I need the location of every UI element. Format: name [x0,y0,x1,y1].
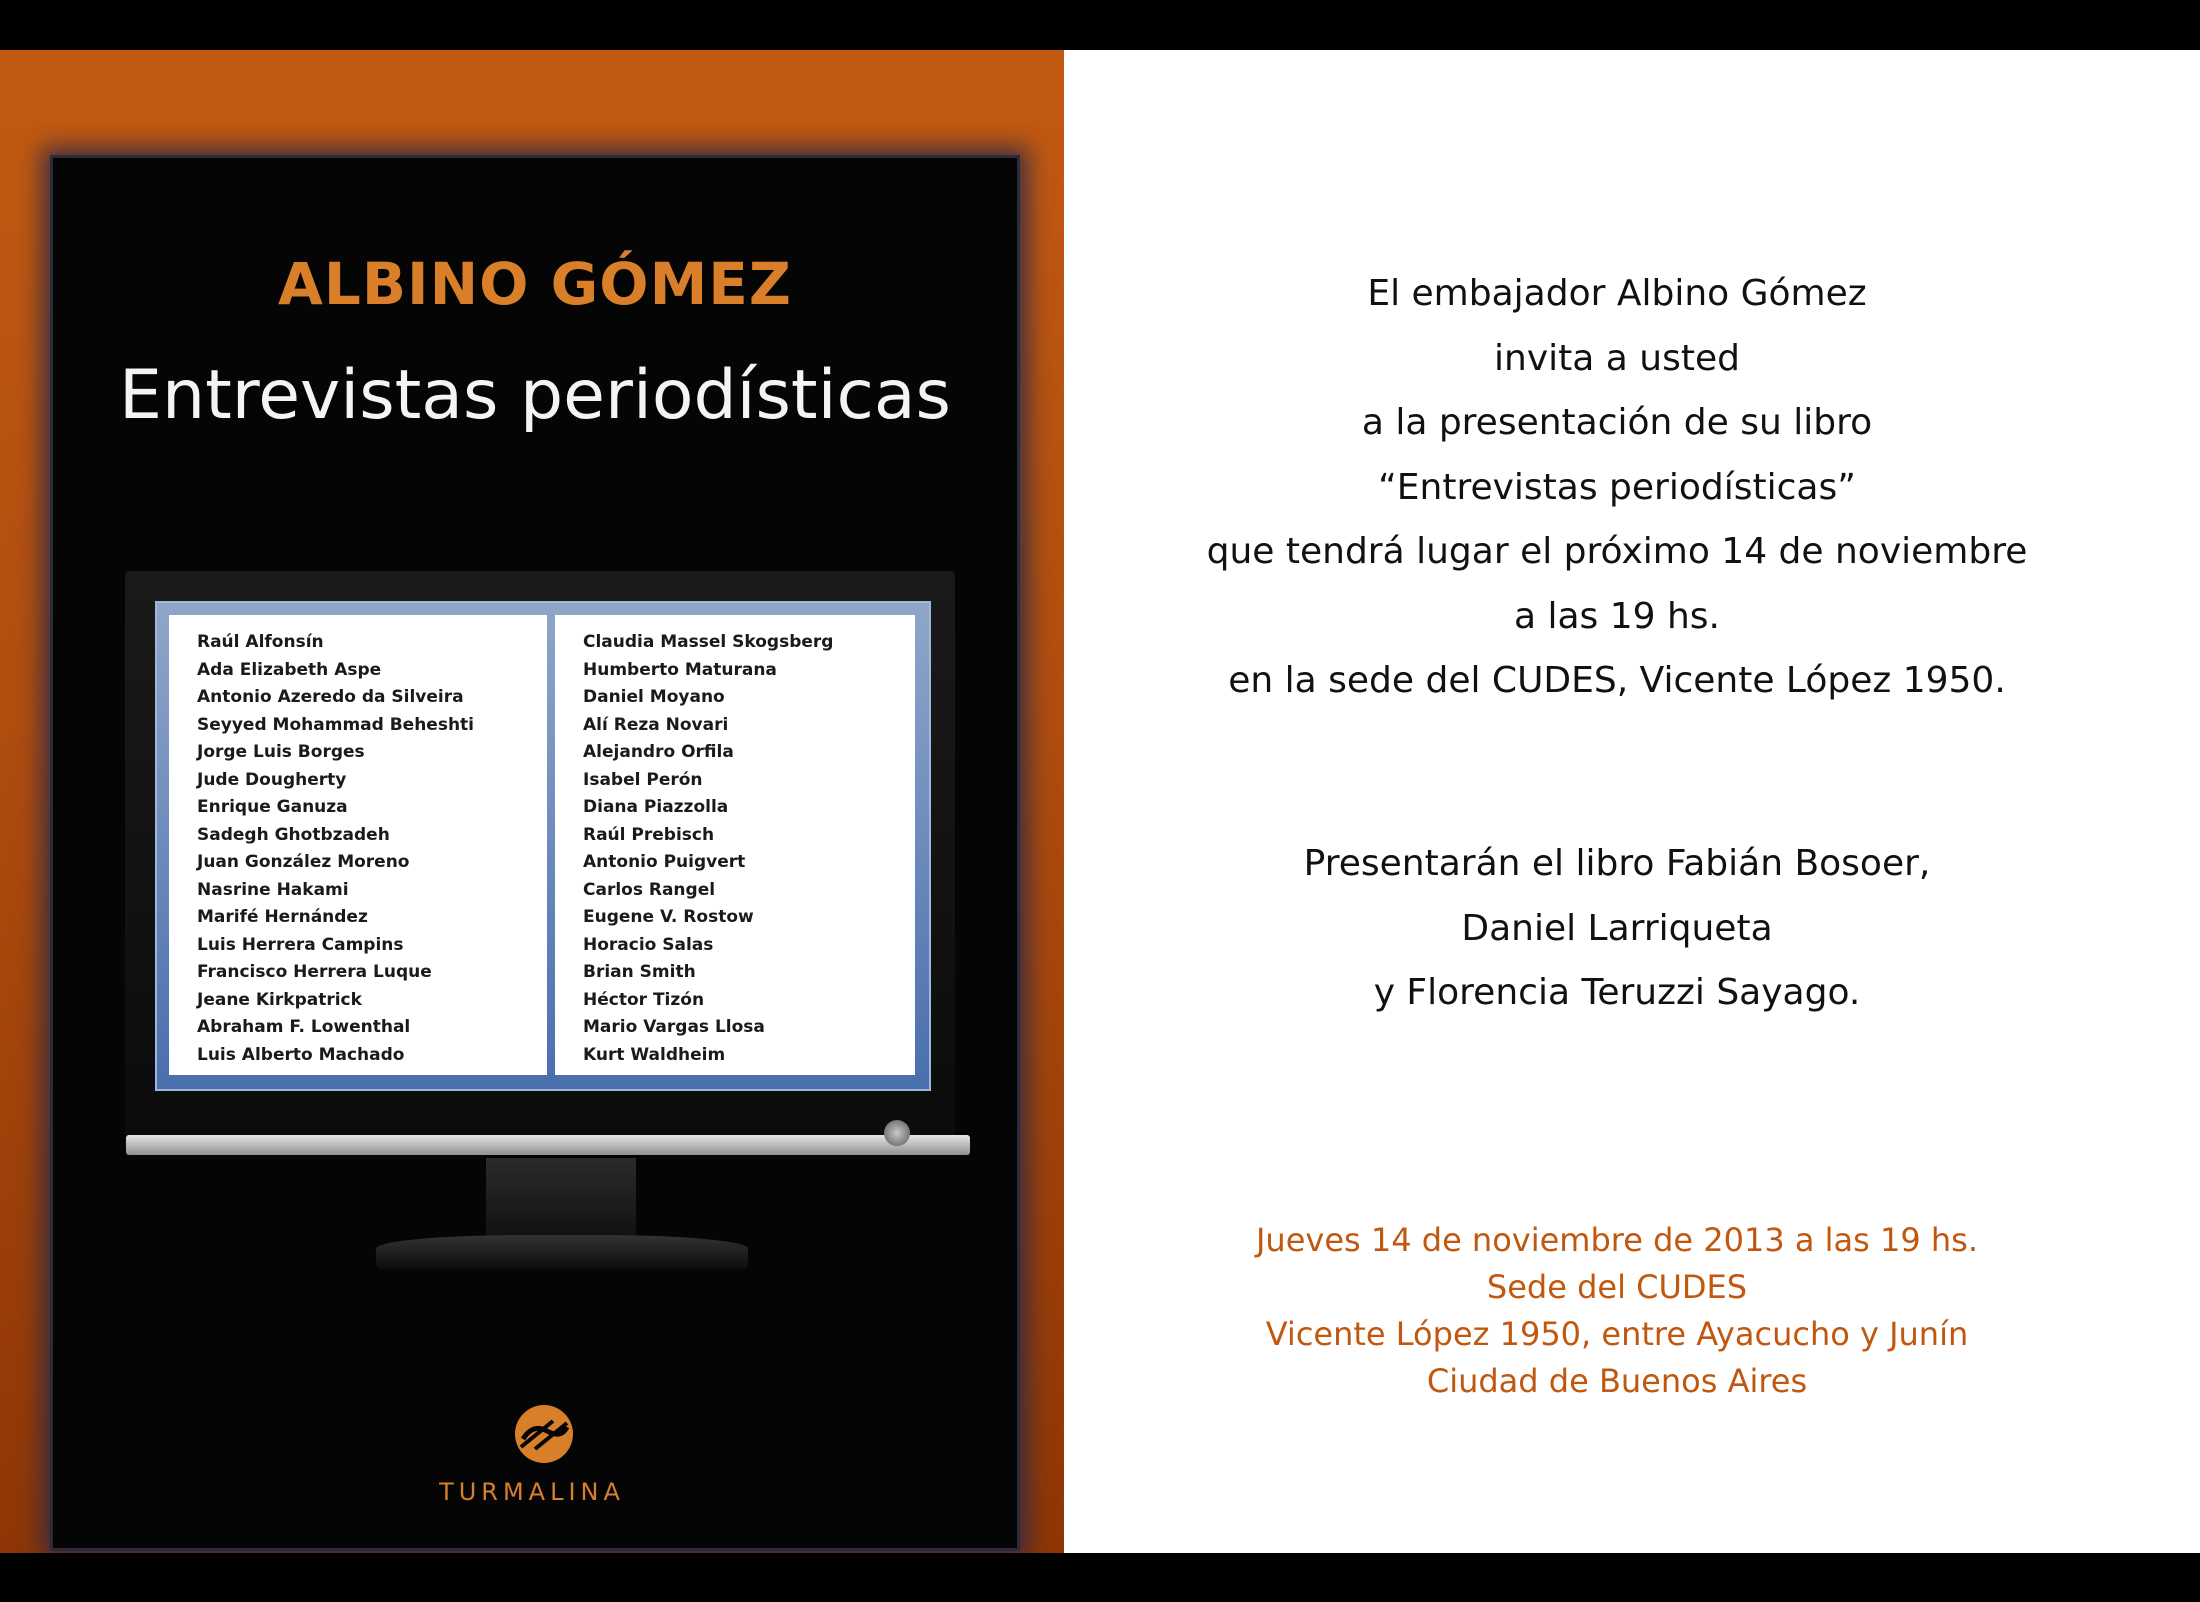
interviewee-name: Marifé Hernández [197,907,368,927]
invitation-line: El embajador Albino Gómez [1367,273,1867,314]
interviewee-name: Alí Reza Novari [583,714,729,735]
interviewee-name: Daniel Moyano [583,687,725,707]
interviewee-name: Kurt Waldheim [583,1044,726,1065]
monitor-stand-neck [486,1158,636,1238]
invitation-line: invita a usted [1494,337,1740,379]
invitation-line: “Entrevistas periodísticas” [1378,466,1856,508]
interviewee-name: Raúl Alfonsín [197,632,324,652]
interviewee-name: Eugene V. Rostow [583,907,754,927]
invitation-line: en la sede del CUDES, Vicente López 1950. [1228,660,2006,701]
interviewee-name: Claudia Massel Skogsberg [583,632,834,652]
monitor-screen [155,601,931,1091]
interviewee-name: Héctor Tizón [583,989,705,1010]
book-cover [50,155,1020,1551]
interviewee-name: Luis Herrera Campins [197,934,404,955]
bottom-black-band [0,1553,2200,1602]
interviewee-name: Carlos Rangel [583,879,716,900]
event-venue: Sede del CUDES [1486,1268,1748,1306]
interviewee-name: Isabel Perón [583,769,703,790]
invitation-text [1114,262,2120,714]
presenters-line: Daniel Larriqueta [1461,907,1773,949]
event-date-time: Jueves 14 de noviembre de 2013 a las 19 hs. [1255,1221,1979,1259]
presenters-line: y Florencia Teruzzi Sayago. [1373,972,1861,1013]
interviewee-name: Juan González Moreno [197,852,410,872]
interviewee-name: Humberto Maturana [583,659,777,680]
invitation-line: a las 19 hs. [1513,595,1721,637]
publisher-logo-icon [513,1403,575,1465]
book-cover-panel [0,50,1064,1553]
publisher-name: TURMALINA [439,1478,625,1506]
monitor-bezel [126,1135,970,1155]
interviewee-name: Jude Dougherty [197,769,347,790]
event-details [1114,1217,2120,1405]
power-button-icon [884,1120,910,1146]
event-address: Vicente López 1950, entre Ayacucho y Junín [1265,1315,1969,1353]
monitor-stand-base [376,1235,748,1269]
interviewee-name: Abraham F. Lowenthal [197,1017,411,1037]
top-black-band [0,0,2200,50]
interviewee-list-left [169,615,547,1075]
interviewee-name: Seyyed Mohammad Beheshti [197,714,475,735]
interviewee-name: Sadegh Ghotbzadeh [197,824,390,845]
event-city: Ciudad de Buenos Aires [1426,1362,1808,1400]
interviewee-name: Alejandro Orfila [583,742,734,762]
interviewee-list-right [555,615,915,1075]
interviewee-name: Francisco Herrera Luque [197,962,432,982]
presenters-line: Presentarán el libro Fabián Bosoer, [1303,843,1931,884]
invitation-line: que tendrá lugar el próximo 14 de noviembre [1206,531,2028,572]
book-title: Entrevistas periodísticas [119,356,951,435]
interviewee-name: Antonio Puigvert [583,852,746,872]
interviewee-name: Enrique Ganuza [197,797,348,817]
interviewee-name: Luis Alberto Machado [197,1044,405,1065]
interviewee-name: Antonio Azeredo da Silveira [197,687,464,707]
interviewee-name: Horacio Salas [583,934,714,955]
monitor-illustration [125,571,955,1151]
interviewee-name: Nasrine Hakami [197,879,349,900]
interviewee-name: Mario Vargas Llosa [583,1017,765,1037]
interviewee-name: Raúl Prebisch [583,824,715,845]
interviewee-name: Jorge Luis Borges [197,742,365,762]
interviewee-name: Jeane Kirkpatrick [197,989,362,1010]
interviewee-name: Ada Elizabeth Aspe [197,659,382,680]
presenters-text [1114,832,2120,1026]
interviewee-name: Diana Piazzolla [583,797,729,817]
invitation-line: a la presentación de su libro [1361,402,1873,443]
book-author: ALBINO GÓMEZ [278,250,792,318]
interviewee-name: Brian Smith [583,962,696,982]
